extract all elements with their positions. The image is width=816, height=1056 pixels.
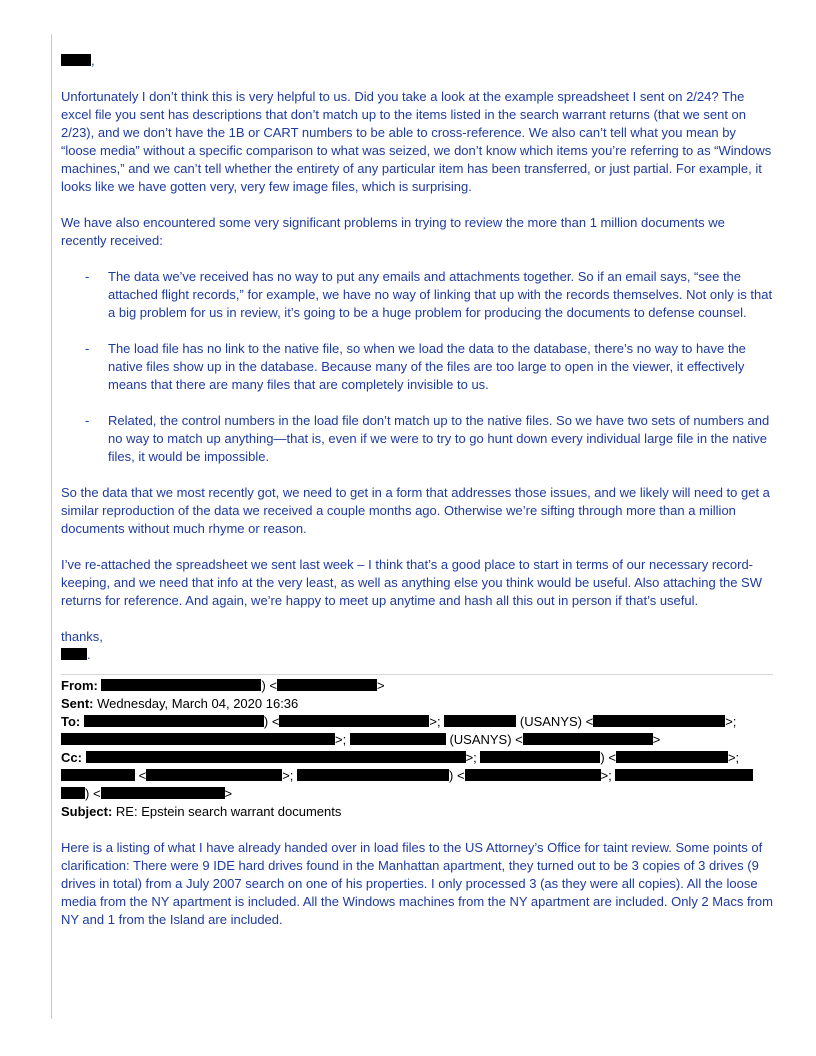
- greeting-suffix: ,: [91, 53, 95, 68]
- signature: [61, 646, 773, 664]
- redaction-box: [84, 715, 264, 727]
- issue-text: The load file has no link to the native file, so when we load the data to the database, there’s no way to have the native files show up in the database. Because many of the files are too large to open in the viewer, it effectively means that there are many files that are completely invisible to us.: [108, 341, 746, 392]
- closing: thanks,: [61, 629, 103, 644]
- dash-bullet: -: [85, 269, 90, 284]
- redaction-box: [61, 54, 91, 66]
- separator: >: [652, 732, 661, 747]
- dash-bullet: -: [85, 413, 90, 428]
- redaction-box: [615, 769, 753, 781]
- forwarded-header: [61, 677, 773, 821]
- redaction-box: [350, 733, 446, 745]
- email-document: [61, 52, 773, 929]
- issue-text: Related, the control numbers in the load file don’t match up to the native files. So we have two sets of numbers and no way to match up anything—that is, even if we were to try to go hunt down every individual large file in the native files, it would be impossible.: [108, 413, 770, 464]
- redaction-box: [101, 679, 261, 691]
- dash-bullet: -: [85, 341, 90, 356]
- redaction-box: [61, 733, 335, 745]
- redaction-box: [277, 679, 377, 691]
- redaction-box: [146, 769, 282, 781]
- issue-item: [61, 412, 773, 466]
- to-line-continued: [61, 731, 773, 749]
- separator: >: [224, 786, 233, 801]
- redaction-box: [444, 715, 516, 727]
- subject-line: [61, 803, 773, 821]
- body-paragraph-2: We have also encountered some very significant problems in trying to review the more than 1 million documents we recently received:: [61, 215, 725, 248]
- recipient-org: (USANYS) <: [445, 732, 523, 747]
- issues-list: [61, 268, 773, 466]
- recipient-org: (USANYS) <: [516, 714, 594, 729]
- separator: >;: [429, 714, 441, 729]
- redaction-box: [61, 769, 135, 781]
- greeting: [61, 52, 773, 70]
- redaction-box: [480, 751, 600, 763]
- redaction-box: [61, 648, 87, 660]
- cc-label: Cc:: [61, 750, 82, 765]
- issue-item: [61, 340, 773, 394]
- redaction-box: [593, 715, 725, 727]
- separator: >;: [282, 768, 298, 783]
- forwarded-body-paragraph: Here is a listing of what I have already handed over in load files to the US Attorney’s Office for taint review. Some points of clarification: There were 9 IDE hard drives found in the Manhattan apartment, they turned out to be 3 copies of 3 drives (9 drives in total) from a July 2007 search on one of his properties. I only processed 3 (as they were all copies). All the loose media from the NY apartment is included. All the Windows machines from the NY apartment are included. Only 2 Macs from NY and 1 from the Island are included.: [61, 840, 773, 927]
- redaction-box: [101, 787, 225, 799]
- issue-text: The data we’ve received has no way to put any emails and attachments together. So if an email says, “see the attached flight records,” for example, we have no way of linking that up with the records themselves. Not only is that a big problem for us in review, it’s going to be a huge problem for producing the documents to defense counsel.: [108, 269, 773, 320]
- body-paragraph-4: I’ve re-attached the spreadsheet we sent last week – I think that’s a good place to start in terms of our necessary record-keeping, and we need that info at the very least, as well as anything else you think would be useful. Also attaching the SW returns for reference. And again, we’re happy to meet up anytime and hash all this out in person if that’s useful.: [61, 557, 762, 608]
- redaction-box: [465, 769, 601, 781]
- redaction-box: [616, 751, 728, 763]
- body-paragraph-1: Unfortunately I don’t think this is very helpful to us. Did you take a look at the example spreadsheet I sent on 2/24? The excel file you sent has descriptions that don’t match up to the items listed in the search warrant returns (that we sent on 2/23), and we don’t have the 1B or CART numbers to be able to cross-reference. We also can’t tell what you mean by “loose media” without a specific comparison to what was seized, we don’t know which items you’re referring to as “Windows machines,” and we can’t tell whether the entirety of any particular item has been transferred, or just partial. For example, it looks like we have gotten very, very few image files, which is surprising.: [61, 89, 772, 194]
- to-label: To:: [61, 714, 81, 729]
- separator: >;: [335, 732, 350, 747]
- signature-suffix: .: [87, 647, 91, 662]
- header-separator: [61, 674, 773, 675]
- sent-label: Sent:: [61, 696, 94, 711]
- redaction-box: [61, 787, 85, 799]
- separator: >;: [725, 714, 737, 729]
- separator: >: [377, 678, 385, 693]
- sent-value: Wednesday, March 04, 2020 16:36: [93, 696, 299, 711]
- sent-line: [61, 695, 773, 713]
- cc-line-end: [61, 785, 773, 803]
- separator: ) <: [263, 714, 280, 729]
- separator: >;: [600, 768, 616, 783]
- separator: >;: [465, 750, 477, 765]
- to-line: [61, 713, 773, 731]
- separator: >;: [727, 750, 740, 765]
- from-label: From:: [61, 678, 98, 693]
- cc-line-continued: < >; ) < >;: [61, 767, 773, 785]
- from-line: [61, 677, 773, 695]
- separator: ) <: [85, 786, 101, 801]
- separator: ) <: [261, 678, 278, 693]
- separator: ) <: [600, 750, 616, 765]
- redaction-box: [86, 751, 466, 763]
- issue-item: [61, 268, 773, 322]
- redaction-box: [297, 769, 449, 781]
- subject-value: RE: Epstein search warrant documents: [112, 804, 342, 819]
- subject-label: Subject:: [61, 804, 113, 819]
- redaction-box: [523, 733, 653, 745]
- separator: ) <: [449, 768, 465, 783]
- body-paragraph-3: So the data that we most recently got, we need to get in a form that addresses those issues, and we likely will need to get a similar reproduction of the data we received a couple months ago. Otherwise we’re sifting through more than a million documents without much rhyme or reason.: [61, 485, 770, 536]
- redaction-box: [279, 715, 429, 727]
- cc-line: [61, 749, 773, 767]
- left-margin-rule: [51, 34, 52, 1019]
